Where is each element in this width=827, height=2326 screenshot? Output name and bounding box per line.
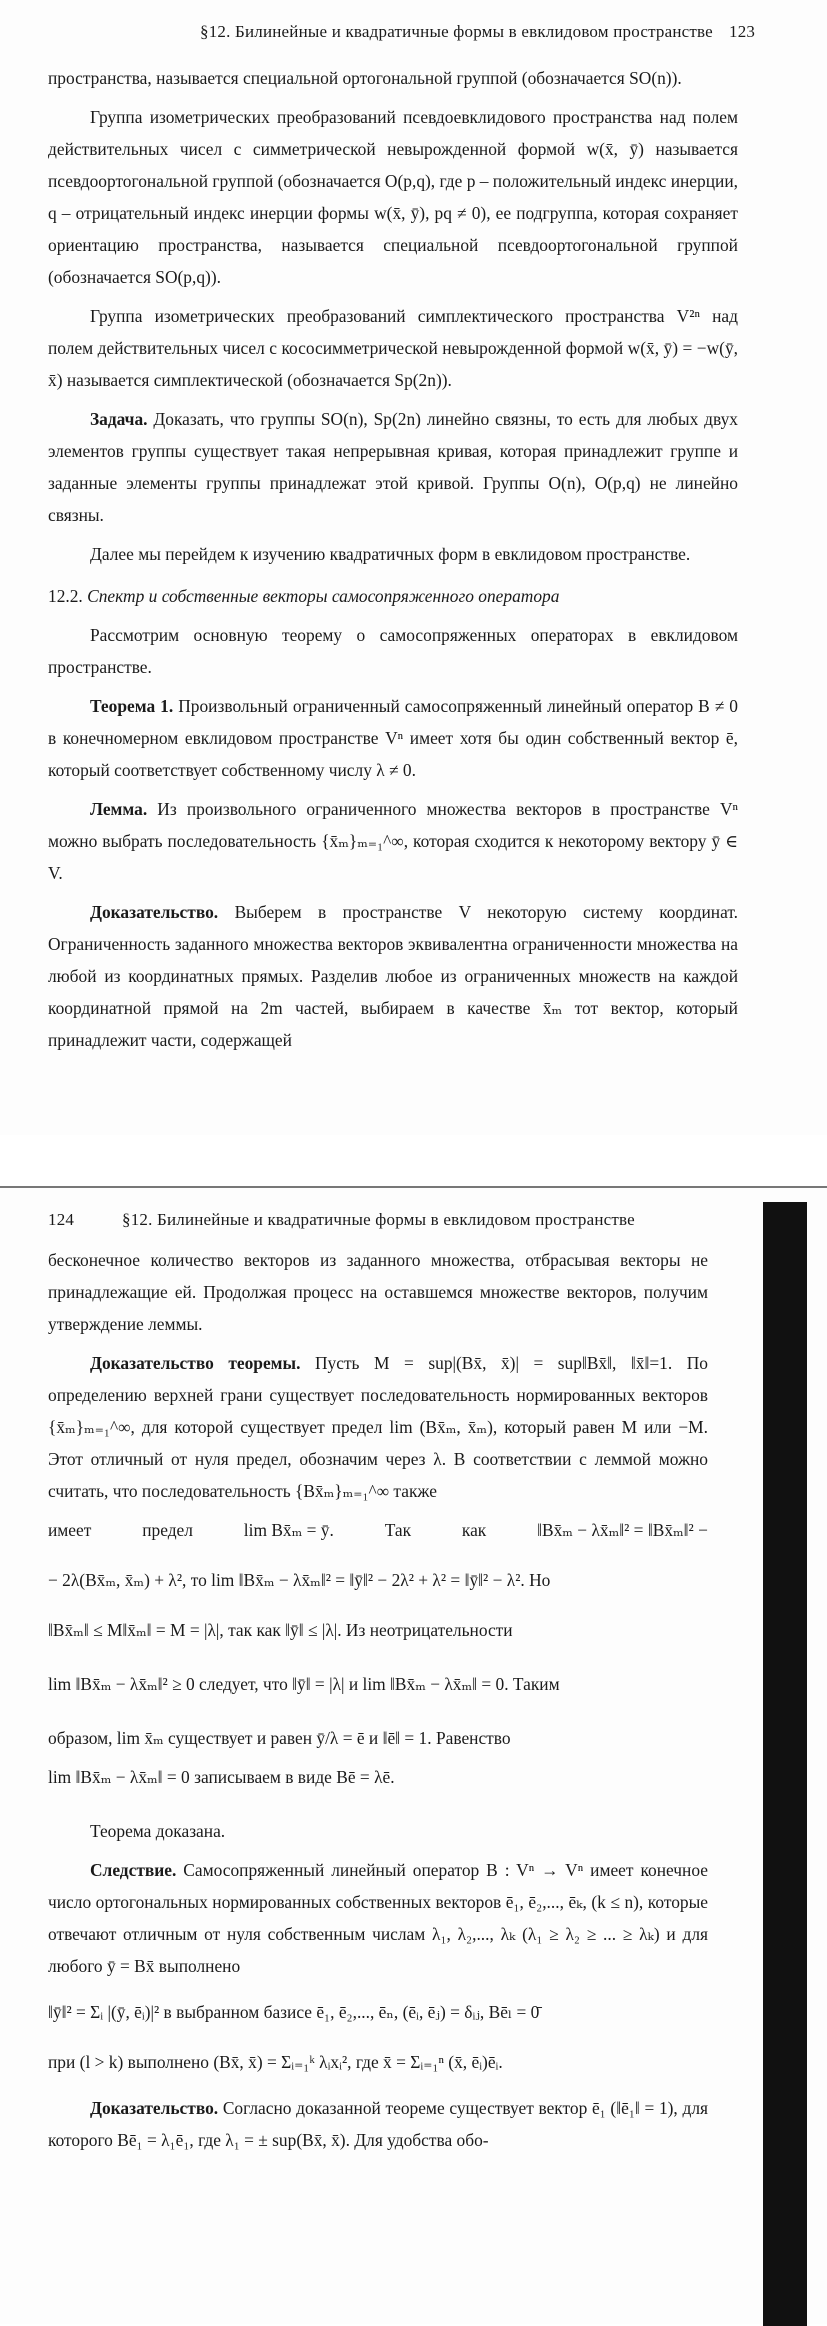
proof-label: Доказательство. [90, 902, 219, 922]
running-header [122, 1210, 635, 1230]
lemma-label: Лемма. [90, 799, 148, 819]
page-123 [0, 0, 827, 1135]
equation-line: lim ‖Bx̄ₘ − λx̄ₘ‖ = 0 записываем в виде Bē = λē. [48, 1767, 395, 1787]
proof-theorem: Доказательство теоремы. Пусть M = sup|(Bx̄, x̄)| = sup‖Bx̄‖, ‖x̄‖=1. По определению верхней грани существует последовательность нормированных векторов {x̄ₘ}ₘ₌₁^∞, для которой существует предел lim (Bx̄ₘ, x̄ₘ), который равен M или −M. Этот отличный от нуля предел, обозначим через λ. В соответствии с леммой можно считать, что последовательность {Bx̄ₘ}ₘ₌₁^∞ также [48, 1353, 708, 1501]
equation-line: lim ‖Bx̄ₘ − λx̄ₘ‖² ≥ 0 следует, что ‖ȳ‖ = |λ| и lim ‖Bx̄ₘ − λx̄ₘ‖ = 0. Таким [48, 1674, 560, 1694]
theorem: Теорема 1. Произвольный ограниченный самосопряженный линейный оператор B ≠ 0 в конечномерном евклидовом пространстве Vⁿ имеет хотя бы один собственный вектор ē, который соответствует собственному числу λ ≠ 0. [48, 696, 738, 780]
paragraph: Группа изометрических преобразований псевдоевклидового пространства над полем действительных чисел с симметрической невырожденной формой w(x̄, ȳ) называется псевдоортогональной группой (обозначается O(p,q), где p – положительный индекс инерции, q – отрицательный индекс инерции формы w(x̄, ȳ), pq ≠ 0), ее подгруппа, которая сохраняет ориентацию пространства, называется специальной псевдоортогональной группой (обозначается SO(p,q)). [48, 107, 738, 287]
proof-label: Доказательство. [90, 2098, 219, 2118]
equation-line: ‖ȳ‖² = Σᵢ |(ȳ, ēᵢ)|² в выбранном базисе ē₁, ē₂,..., ēₙ, (ēᵢ, ēⱼ) = δᵢⱼ, Bēₗ = 0̄ [48, 2002, 540, 2022]
proof: Доказательство. Выберем в пространстве V некоторую систему координат. Ограниченность заданного множества векторов эквивалентна ограниченности множества на любой из координатных прямых. Разделив любое из ограниченных множеств на каждой координатной прямой на 2m частей, выбираем в качестве x̄ₘ тот вектор, который принадлежит части, содержащей [48, 902, 738, 1050]
paragraph: пространства, называется специальной ортогональной группой (обозначается SO(n)). [48, 68, 682, 88]
running-header [200, 22, 713, 42]
paragraph: Далее мы перейдем к изучению квадратичных форм в евклидовом пространстве. [90, 544, 691, 564]
equation-line: образом, lim x̄ₘ существует и равен ȳ/λ = ē и ‖ē‖ = 1. Равенство [48, 1728, 511, 1748]
paragraph: Группа изометрических преобразований симплектического пространства V²ⁿ над полем действительных чисел с кососимметрической невырожденной формой w(x̄, ȳ) = −w(ȳ, x̄) называется симплектической (обозначается Sp(2n)). [48, 306, 738, 390]
proof-end: Теорема доказана. [90, 1821, 226, 1841]
task-label: Задача. [90, 409, 148, 429]
theorem-label: Теорема 1. [90, 696, 174, 716]
equation-line: при (l > k) выполнено (Bx̄, x̄) = Σᵢ₌₁ᵏ λᵢxᵢ², где x̄ = Σᵢ₌₁ⁿ (x̄, ēᵢ)ēᵢ. [48, 2052, 503, 2072]
proof: Доказательство. Согласно доказанной теореме существует вектор ē₁ (‖ē₁‖ = 1), для которого Bē₁ = λ₁ē₁, где λ₁ = ± sup(Bx̄, x̄). Для удобства обо- [48, 2098, 708, 2150]
task-paragraph: Задача. Доказать, что группы SO(n), Sp(2n) линейно связны, то есть для любых двух элементов группы существует такая непрерывная кривая, которая принадлежит группе и заданные элементы группы принадлежат этой кривой. Группы O(n), O(p,q) не линейно связны. [48, 409, 738, 525]
paragraph: Рассмотрим основную теорему о самосопряженных операторах в евклидовом пространстве. [48, 625, 738, 677]
equation-line: ‖Bx̄ₘ‖ ≤ M‖x̄ₘ‖ = M = |λ|, так как ‖ȳ‖ ≤ |λ|. Из неотрицательности [48, 1620, 513, 1640]
lemma: Лемма. Из произвольного ограниченного множества векторов в пространстве Vⁿ можно выбрать последовательность {x̄ₘ}ₘ₌₁^∞, которая сходится к некоторому вектору ȳ ∈ V. [48, 799, 738, 883]
proof-theorem-label: Доказательство теоремы. [90, 1353, 301, 1373]
subsection-title: Спектр и собственные векторы самосопряженного оператора [87, 586, 560, 606]
equation-line: имеет предел lim Bx̄ₘ = ȳ. Так как ‖Bx̄ₘ − λx̄ₘ‖² = ‖Bx̄ₘ‖² − [48, 1520, 708, 1540]
page-body [48, 1244, 708, 2163]
page-gap [0, 1135, 827, 1187]
paragraph: бесконечное количество векторов из заданного множества, отбрасывая векторы не принадлежащие ей. Продолжая процесс на оставшемся множестве векторов, получим утверждение леммы. [48, 1250, 708, 1334]
equation-line: − 2λ(Bx̄ₘ, x̄ₘ) + λ², то lim ‖Bx̄ₘ − λx̄ₘ‖² = ‖ȳ‖² − 2λ² + λ² = ‖ȳ‖² − λ². Но [48, 1570, 551, 1590]
page-body [48, 62, 738, 1063]
scan-edge-shadow [763, 1202, 807, 2326]
header-title: §12. Билинейные и квадратичные формы в евклидовом пространстве [200, 22, 713, 41]
page-number: 123 [729, 22, 756, 41]
page-124 [0, 1186, 827, 2324]
page-number: 124 [48, 1210, 75, 1229]
corollary: Следствие. Самосопряженный линейный оператор B : Vⁿ → Vⁿ имеет конечное число ортогональных нормированных собственных векторов ē₁, ē₂,..., ēₖ, (k ≤ n), которые отвечают отличным от нуля собственным числам λ₁, λ₂,..., λₖ (λ₁ ≥ λ₂ ≥ ... ≥ λₖ) и для любого ȳ = Bx̄ выполнено [48, 1860, 708, 1976]
corollary-label: Следствие. [90, 1860, 177, 1880]
subsection-heading: 12.2. Спектр и собственные векторы самосопряженного оператора [48, 586, 560, 606]
header-title: §12. Билинейные и квадратичные формы в евклидовом пространстве [122, 1210, 635, 1229]
